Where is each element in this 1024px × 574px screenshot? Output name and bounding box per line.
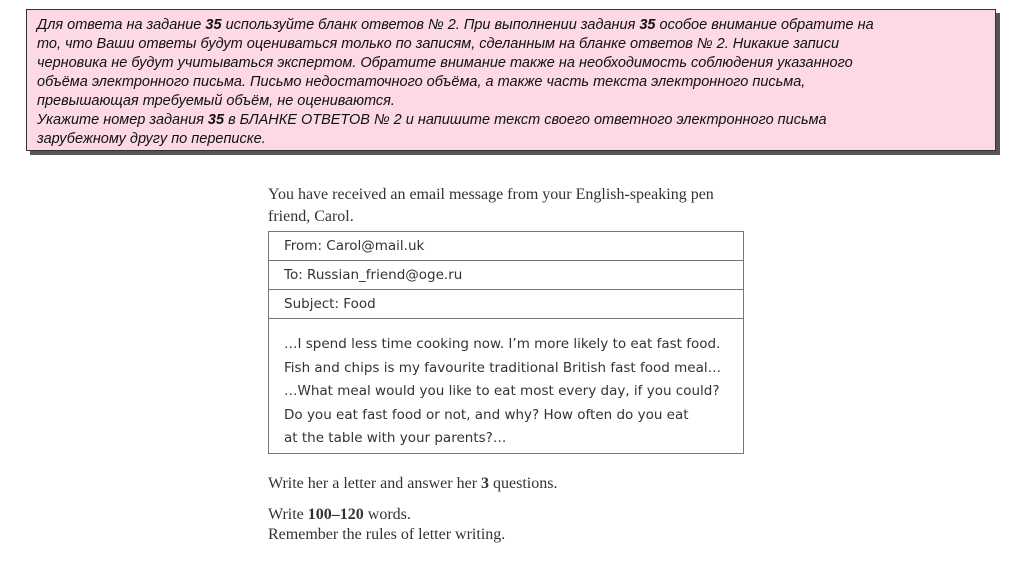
email-body-line: …What meal would you like to eat most every day, if you could? — [284, 383, 720, 399]
email-body-line: Fish and chips is my favourite traditional British fast food meal… — [284, 359, 722, 376]
instruction-line: превышающая требуемый объём, не оцениваются. — [37, 93, 395, 109]
instruction-line: зарубежному другу по переписке. — [37, 131, 266, 147]
word-count-instruction: Write 100–120 words. — [268, 506, 411, 523]
remember-instruction: Remember the rules of letter writing. — [268, 526, 506, 543]
intro-line: friend, Carol. — [268, 208, 354, 225]
email-body-line: Do you eat fast food or not, and why? How often do you eat — [284, 406, 689, 423]
write-letter-instruction: Write her a letter and answer her 3 questions. — [268, 475, 558, 492]
email-subject: Subject: Food — [269, 290, 743, 319]
intro-line: You have received an email message from your English-speaking pen — [268, 186, 714, 203]
email-body — [269, 319, 743, 453]
email-from: From: Carol@mail.uk — [269, 232, 743, 261]
instruction-line: то, что Ваши ответы будут оцениваться только по записям, сделанным на бланке ответов № 2. Никакие записи — [37, 36, 840, 52]
email-body-line: …I spend less time cooking now. I’m more likely to eat fast food. — [284, 336, 721, 352]
email-body-line: at the table with your parents?… — [284, 430, 507, 446]
task-intro — [268, 184, 738, 228]
email-to: To: Russian_friend@oge.ru — [269, 261, 743, 290]
instruction-line: Для ответа на задание 35 используйте бланк ответов № 2. При выполнении задания 35 особое внимание обратите на — [37, 17, 874, 33]
instruction-line: Укажите номер задания 35 в БЛАНКЕ ОТВЕТОВ № 2 и напишите текст своего ответного электронного письма — [37, 112, 827, 128]
instruction-line: объёма электронного письма. Письмо недостаточного объёма, а также часть текста электронного письма, — [37, 74, 806, 90]
writing-instructions — [268, 474, 758, 545]
instruction-line: черновика не будут учитываться экспертом. Обратите внимание также на необходимость соблюдения указанного — [37, 55, 853, 71]
task-area — [268, 184, 758, 543]
email-message — [268, 231, 744, 454]
instruction-box — [26, 9, 996, 151]
